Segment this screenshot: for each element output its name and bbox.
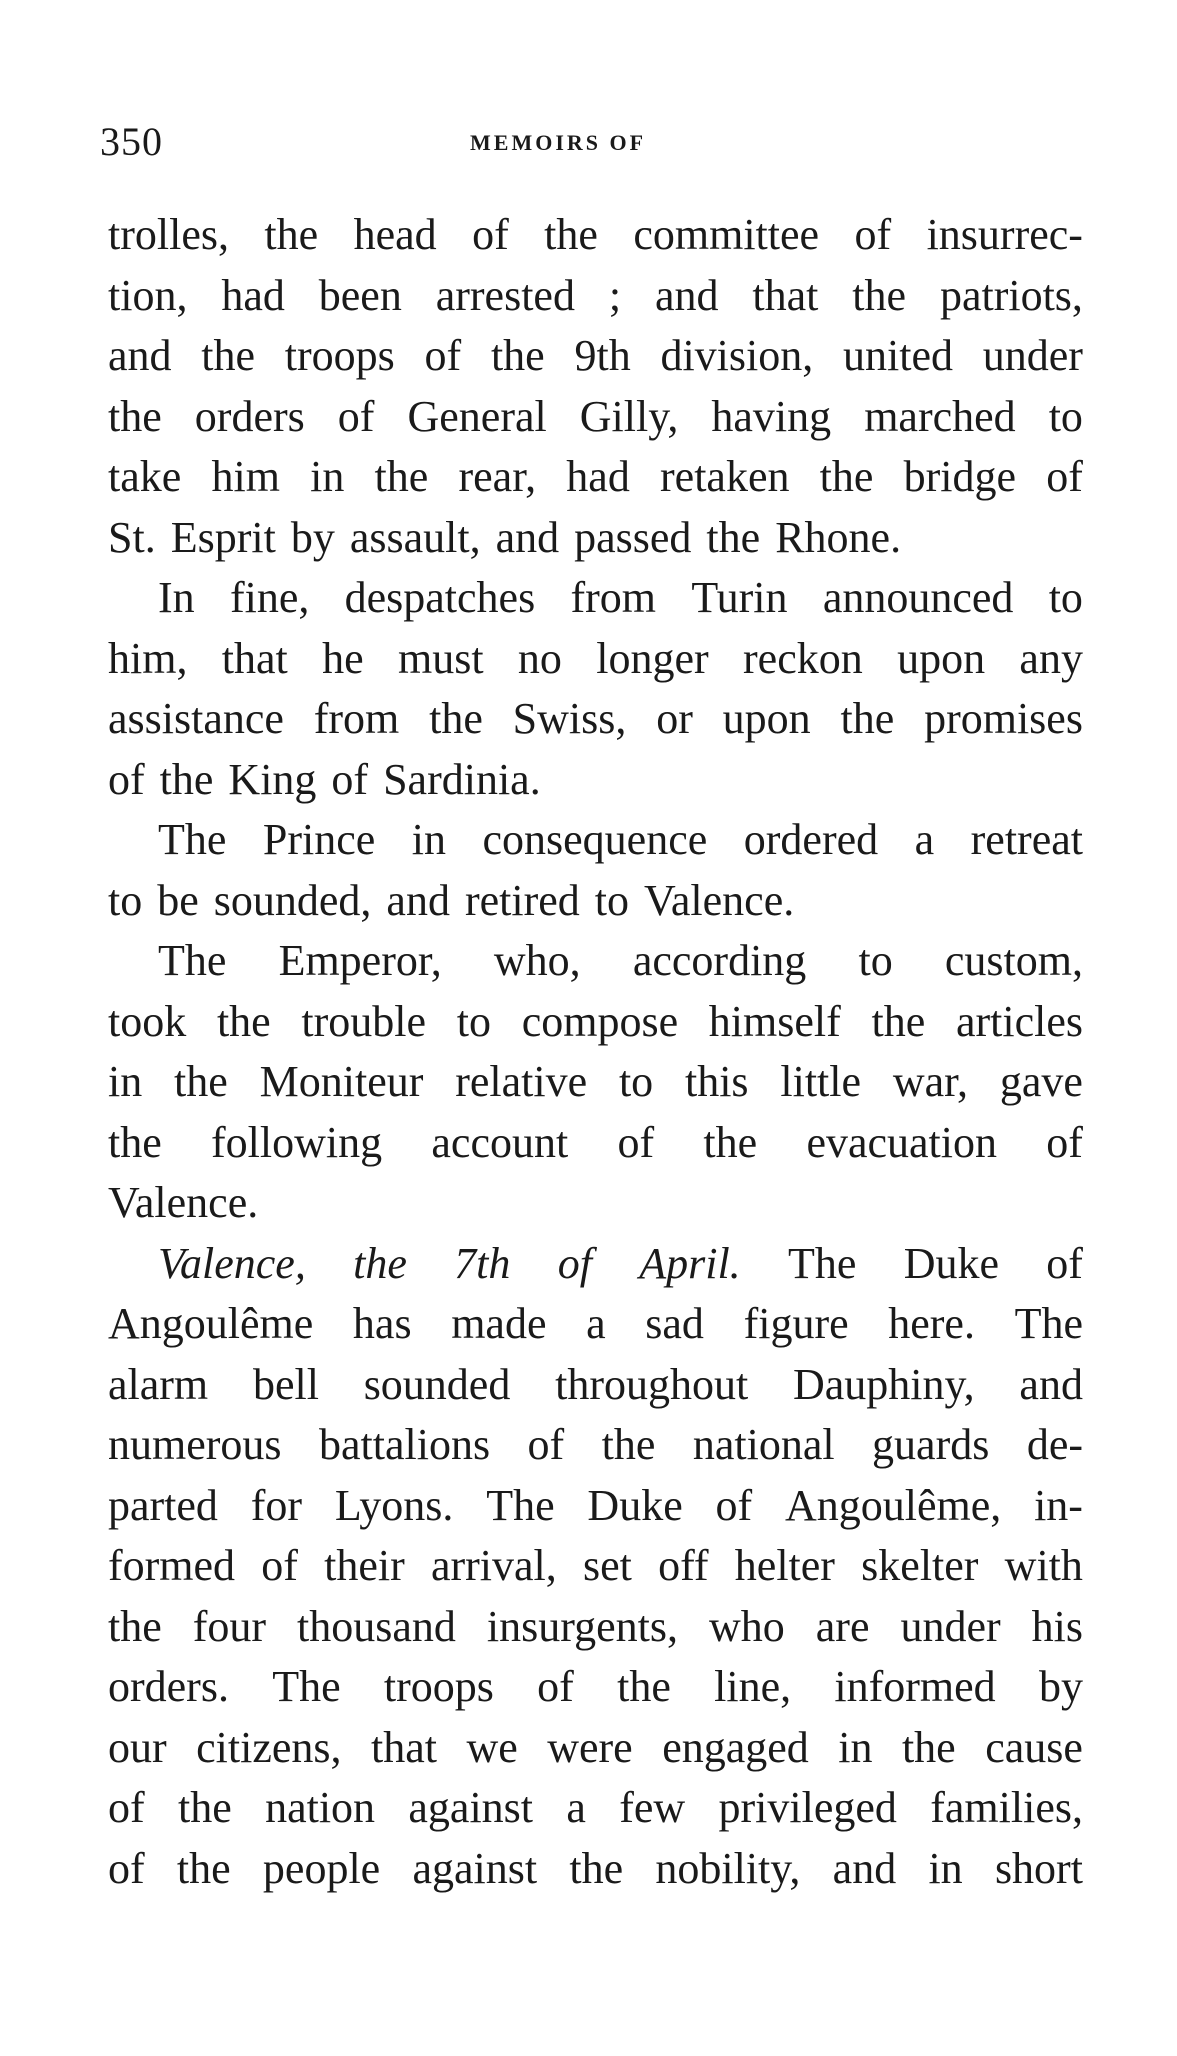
- word: to: [456, 996, 491, 1046]
- word: a: [586, 1299, 606, 1348]
- body-text: [108, 205, 1083, 1899]
- word: made: [451, 1299, 547, 1348]
- word: of: [854, 210, 892, 259]
- word: he: [322, 633, 364, 683]
- word: in: [928, 1843, 963, 1893]
- word: Duke: [903, 1238, 999, 1288]
- text-line: [108, 1778, 1083, 1839]
- word: consequence: [482, 815, 708, 864]
- word: trouble: [301, 996, 427, 1046]
- word: war,: [892, 1057, 969, 1106]
- word: him: [211, 452, 280, 501]
- word: sounded: [363, 1359, 511, 1409]
- word: Dauphiny,: [792, 1359, 975, 1409]
- word: alarm: [108, 1359, 209, 1409]
- text-line: [108, 1052, 1083, 1113]
- word: sad: [645, 1299, 704, 1348]
- word: arrested: [435, 270, 575, 320]
- word: the: [108, 1601, 162, 1651]
- word: the: [177, 1783, 232, 1832]
- text-line: [108, 871, 1083, 932]
- text-line: [108, 1536, 1083, 1597]
- running-head: MEMOIRS OF: [470, 130, 647, 155]
- text-line: [108, 750, 1083, 811]
- word: here.: [888, 1299, 975, 1348]
- word: the: [216, 996, 271, 1046]
- word: the: [490, 331, 545, 380]
- word: head: [353, 210, 437, 259]
- word: line,: [714, 1662, 792, 1711]
- word: bridge: [903, 452, 1017, 501]
- word: set: [582, 1541, 632, 1590]
- word: to: [594, 875, 629, 925]
- word: to: [858, 936, 893, 985]
- word: the: [108, 391, 162, 441]
- word: Rhone.: [775, 512, 902, 562]
- text-line: [108, 508, 1083, 569]
- word: upon: [897, 633, 986, 683]
- word: off: [658, 1541, 709, 1590]
- word: few: [619, 1783, 686, 1832]
- word: from: [570, 573, 657, 622]
- word: that: [370, 1722, 437, 1772]
- word: evacuation: [806, 1117, 998, 1167]
- word: despatches: [344, 573, 536, 622]
- word: 9th: [574, 331, 631, 380]
- word: rear,: [458, 452, 537, 501]
- word: Sardinia.: [383, 754, 541, 804]
- word: of: [1046, 1117, 1083, 1167]
- word: retaken: [660, 452, 790, 501]
- word: were: [547, 1722, 633, 1772]
- word: orders.: [108, 1662, 229, 1711]
- word: that: [221, 633, 288, 683]
- word: patriots,: [939, 270, 1083, 320]
- word: a: [566, 1783, 586, 1832]
- word: and: [108, 331, 172, 380]
- text-line: [108, 1718, 1083, 1779]
- word: Valence.: [644, 875, 795, 925]
- word: the: [617, 1662, 671, 1711]
- text-line: [108, 992, 1083, 1053]
- word: with: [1004, 1541, 1083, 1590]
- word: relative: [455, 1057, 588, 1106]
- word: arrival,: [430, 1541, 557, 1590]
- word: against: [408, 1783, 534, 1832]
- word: his: [1031, 1601, 1083, 1651]
- word: Emperor,: [278, 936, 442, 985]
- word: Swiss,: [512, 694, 627, 743]
- text-line: [108, 689, 1083, 750]
- word: in-: [1034, 1480, 1083, 1530]
- text-line: [108, 931, 1083, 992]
- word: helter: [734, 1541, 835, 1590]
- word: according: [632, 936, 807, 985]
- word: united: [843, 331, 953, 380]
- word: had: [221, 270, 285, 320]
- word: families,: [930, 1783, 1083, 1832]
- text-line: [108, 810, 1083, 871]
- word: Valence,: [158, 1238, 306, 1288]
- word: of: [261, 1541, 298, 1590]
- word: of: [557, 1238, 592, 1288]
- word: of: [108, 1843, 145, 1893]
- word: for: [250, 1480, 303, 1530]
- word: throughout: [555, 1359, 749, 1409]
- word: the: [819, 452, 874, 501]
- word: citizens,: [196, 1722, 342, 1772]
- word: division,: [660, 331, 814, 380]
- word: engaged: [662, 1722, 809, 1772]
- text-line: [108, 1839, 1083, 1900]
- word: under: [982, 331, 1083, 380]
- word: of: [472, 210, 509, 259]
- word: figure: [743, 1299, 849, 1348]
- word: of: [715, 1480, 753, 1530]
- word: the: [201, 331, 256, 380]
- word: the: [544, 210, 598, 259]
- word: four: [192, 1601, 267, 1651]
- word: any: [1019, 633, 1083, 683]
- page-number: 350: [100, 119, 163, 164]
- word: by: [290, 512, 335, 562]
- word: had: [566, 452, 630, 501]
- word: The: [158, 815, 227, 864]
- word: the: [901, 1722, 956, 1772]
- word: The: [272, 1662, 341, 1711]
- word: our: [108, 1722, 167, 1772]
- word: people: [262, 1843, 381, 1893]
- word: by: [1038, 1662, 1083, 1711]
- word: upon: [722, 694, 811, 743]
- word: and: [1019, 1359, 1083, 1409]
- text-line: [108, 326, 1083, 387]
- word: The: [158, 936, 227, 985]
- word: following: [211, 1117, 383, 1167]
- word: Lyons.: [334, 1480, 454, 1530]
- word: ;: [608, 270, 622, 320]
- word: from: [313, 694, 400, 743]
- word: short: [994, 1843, 1083, 1893]
- word: informed: [834, 1662, 996, 1711]
- word: against: [412, 1843, 538, 1893]
- text-line: [108, 629, 1083, 690]
- word: the: [569, 1843, 624, 1893]
- word: Moniteur: [259, 1057, 424, 1106]
- word: announced: [822, 573, 1014, 622]
- word: no: [517, 633, 562, 683]
- word: sounded,: [213, 875, 372, 925]
- word: thousand: [297, 1601, 456, 1651]
- word: Angoulême,: [784, 1480, 1002, 1530]
- word: of: [337, 391, 375, 441]
- word: and: [832, 1843, 897, 1893]
- word: orders: [194, 391, 305, 441]
- word: that: [752, 270, 819, 320]
- word: longer: [596, 633, 709, 683]
- word: has: [352, 1299, 412, 1348]
- text-line: [108, 205, 1083, 266]
- word: the: [176, 1843, 231, 1893]
- word: in: [310, 452, 345, 501]
- word: the: [601, 1420, 656, 1469]
- word: the: [871, 996, 926, 1046]
- text-line: [108, 1294, 1083, 1355]
- word: St.: [108, 512, 156, 562]
- word: King: [228, 754, 317, 804]
- word: nobility,: [655, 1843, 801, 1893]
- word: April.: [639, 1238, 741, 1288]
- word: him,: [108, 633, 188, 683]
- word: of: [108, 1783, 145, 1832]
- word: troops: [284, 331, 395, 380]
- word: battalions: [318, 1420, 491, 1469]
- word: custom,: [944, 936, 1083, 985]
- word: in: [838, 1722, 873, 1772]
- text-line: [108, 1173, 1083, 1234]
- word: or: [656, 694, 693, 743]
- word: we: [466, 1722, 518, 1772]
- page-header: [100, 118, 1080, 168]
- word: troops: [383, 1662, 494, 1711]
- word: to: [108, 875, 143, 925]
- word: nation: [265, 1783, 376, 1832]
- text-line: [108, 568, 1083, 629]
- word: committee: [633, 210, 820, 259]
- word: the: [840, 694, 895, 743]
- word: bell: [252, 1359, 319, 1409]
- word: a: [914, 815, 935, 864]
- word: be: [157, 875, 199, 925]
- word: guards: [872, 1420, 990, 1469]
- word: 7th: [454, 1238, 511, 1288]
- word: the: [174, 1057, 228, 1106]
- word: reckon: [743, 633, 863, 683]
- text-line: [108, 1657, 1083, 1718]
- word: national: [692, 1420, 835, 1469]
- word: trolles,: [108, 210, 229, 259]
- word: insurrec-: [926, 210, 1083, 259]
- word: retired: [464, 875, 580, 925]
- text-line: [108, 1113, 1083, 1174]
- word: insurgents,: [486, 1601, 679, 1651]
- word: who: [709, 1601, 785, 1651]
- word: to: [618, 1057, 654, 1106]
- word: and: [495, 512, 560, 562]
- word: the: [353, 1238, 407, 1288]
- word: the: [429, 694, 483, 743]
- word: cause: [985, 1722, 1083, 1772]
- word: of: [527, 1420, 565, 1469]
- word: to: [1048, 573, 1083, 622]
- word: himself: [708, 996, 841, 1046]
- word: in: [108, 1057, 143, 1106]
- word: Angoulême: [108, 1299, 314, 1348]
- word: parted: [108, 1480, 218, 1530]
- text-line: [108, 447, 1083, 508]
- word: the: [852, 270, 907, 320]
- word: the: [264, 210, 319, 259]
- word: under: [900, 1601, 1001, 1651]
- word: account: [431, 1117, 569, 1167]
- word: promises: [924, 694, 1083, 743]
- text-line: [108, 1415, 1083, 1476]
- word: to: [1048, 391, 1083, 441]
- word: General: [407, 391, 547, 441]
- word: marched: [864, 391, 1016, 441]
- word: the: [703, 1117, 758, 1167]
- word: little: [780, 1057, 862, 1106]
- word: The: [486, 1480, 555, 1530]
- word: Gilly,: [579, 391, 679, 441]
- word: their: [324, 1541, 405, 1590]
- word: Esprit: [170, 512, 276, 562]
- word: Valence.: [108, 1178, 259, 1227]
- word: passed: [574, 512, 692, 562]
- word: must: [398, 633, 484, 683]
- word: retreat: [970, 815, 1083, 864]
- text-line: [108, 1597, 1083, 1658]
- word: formed: [108, 1541, 236, 1590]
- word: who,: [493, 936, 581, 985]
- word: In: [158, 573, 195, 622]
- word: of: [331, 754, 369, 804]
- word: of: [537, 1662, 574, 1711]
- word: of: [108, 754, 145, 804]
- word: been: [318, 270, 402, 320]
- text-line: [108, 1476, 1083, 1537]
- word: Prince: [262, 815, 376, 864]
- word: Turin: [691, 573, 788, 622]
- word: ordered: [743, 815, 879, 864]
- word: tion,: [108, 270, 188, 320]
- word: de-: [1026, 1420, 1083, 1469]
- word: the: [159, 754, 214, 804]
- word: The: [787, 1238, 857, 1288]
- word: the: [108, 1117, 162, 1167]
- word: compose: [521, 996, 679, 1046]
- word: having: [711, 391, 832, 441]
- word: the: [374, 452, 429, 501]
- word: fine,: [229, 573, 310, 622]
- word: of: [1046, 452, 1083, 501]
- word: assault,: [349, 512, 481, 562]
- word: The: [1014, 1299, 1083, 1348]
- word: took: [108, 996, 187, 1046]
- word: this: [684, 1057, 749, 1106]
- word: articles: [955, 996, 1083, 1046]
- word: of: [617, 1117, 655, 1167]
- word: in: [411, 815, 447, 864]
- word: and: [386, 875, 450, 925]
- text-line: [108, 1355, 1083, 1416]
- text-line: [108, 1234, 1083, 1295]
- word: assistance: [108, 694, 284, 743]
- word: gave: [999, 1057, 1083, 1106]
- word: of: [424, 331, 462, 380]
- word: take: [108, 452, 182, 501]
- text-line: [108, 387, 1083, 448]
- text-line: [108, 266, 1083, 327]
- word: privileged: [718, 1783, 897, 1832]
- word: and: [654, 270, 719, 320]
- word: numerous: [108, 1420, 282, 1469]
- word: the: [706, 512, 761, 562]
- word: skelter: [861, 1541, 979, 1590]
- word: of: [1046, 1238, 1083, 1288]
- word: are: [815, 1601, 870, 1651]
- word: Duke: [587, 1480, 683, 1530]
